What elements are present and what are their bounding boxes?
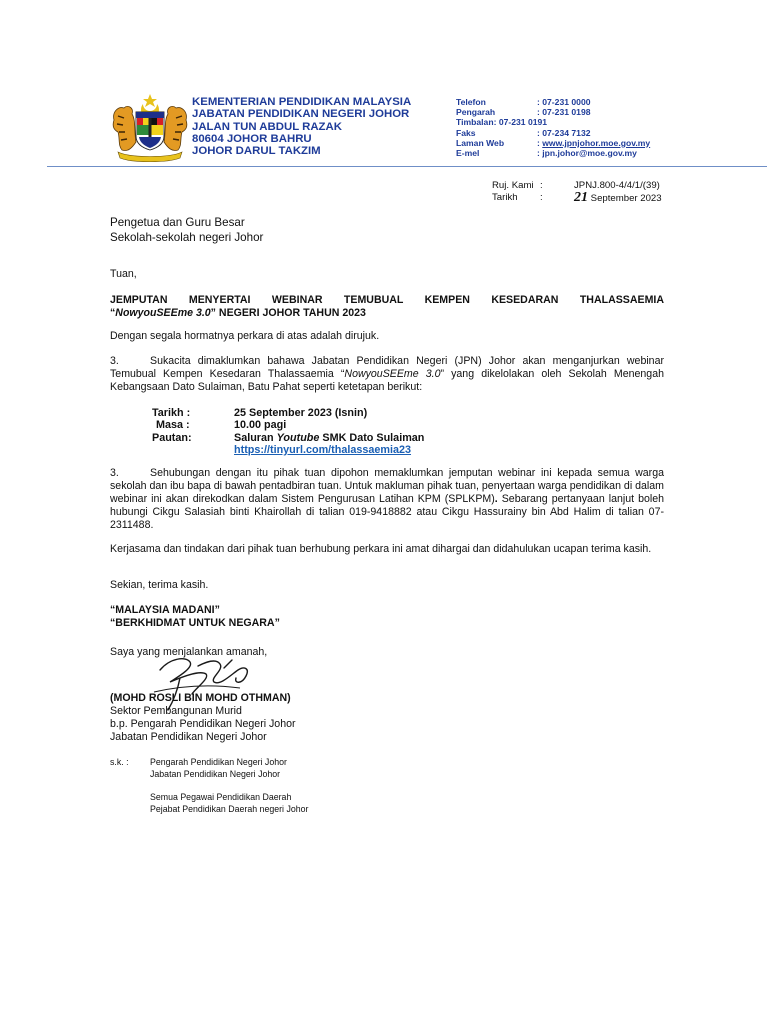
cc-line: Jabatan Pendidikan Negeri Johor: [150, 768, 281, 779]
cc-line: Pengarah Pendidikan Negeri Johor: [150, 757, 287, 767]
contact-value: [537, 138, 650, 148]
signer-title-line: b.p. Pengarah Pendidikan Negeri Johor: [110, 718, 296, 730]
contact-value: : jpn.johor@moe.gov.my: [537, 147, 637, 158]
date-month-year: September 2023: [588, 193, 662, 204]
recipient-block: [110, 216, 263, 245]
reference-label: Ruj. Kami: [492, 180, 534, 191]
contact-value: : 07-231 0198: [537, 107, 591, 118]
agency-line: JALAN TUN ABDUL RAZAK: [192, 120, 342, 133]
contact-value: : 07-231 0000: [537, 97, 591, 107]
salutation: Tuan,: [110, 268, 137, 280]
agency-line: KEMENTERIAN PENDIDIKAN MALAYSIA: [192, 96, 412, 108]
handwritten-day: 21: [574, 190, 588, 205]
letterhead-divider: [47, 166, 767, 167]
channel-platform: Youtube: [276, 431, 320, 444]
channel-prefix: Saluran: [234, 431, 277, 444]
event-link-label: Pautan:: [152, 431, 192, 444]
contact-label: Telefon: [456, 97, 486, 107]
paragraph-text: Sukacita dimaklumkan bahawa Jabatan Pendidikan Negeri (JPN) Johor akan menganjurkan webinar Temubual Kempen Kesedaran Thalassaemia “: [110, 355, 664, 380]
contact-label: Pengarah: [456, 107, 496, 118]
intro-paragraph: Dengan segala hormatnya perkara di atas adalah dirujuk.: [110, 330, 380, 342]
motto-line: “BERKHIDMAT UNTUK NEGARA”: [110, 617, 280, 629]
motto-block: [110, 604, 280, 630]
event-channel: [234, 432, 424, 444]
cc-label: s.k. :: [110, 757, 129, 767]
bold-period: .: [494, 493, 498, 505]
signer-title-block: [110, 705, 296, 744]
event-date-label: Tarikh :: [152, 407, 191, 419]
motto-line: “MALAYSIA MADANI”: [110, 604, 220, 616]
event-url-link[interactable]: https://tinyurl.com/thalassaemia23: [234, 443, 412, 456]
event-time-value: 10.00 pagi: [234, 419, 287, 432]
signer-title-line: Sektor Pembangunan Murid: [110, 705, 242, 717]
date-colon: :: [540, 192, 543, 203]
contact-label: Laman Web: [456, 137, 505, 148]
subject-line: JEMPUTAN MENYERTAI WEBINAR TEMUBUAL KEMPEN KESEDARAN THALASSAEMIA: [110, 294, 664, 306]
contact-label: Timbalan: 07-231 0191: [456, 117, 548, 128]
event-time-label: Masa :: [156, 419, 190, 432]
paragraph-3: [110, 355, 664, 394]
channel-suffix: SMK Dato Sulaiman: [319, 431, 425, 444]
website-link[interactable]: www.jpnjohor.moe.gov.my: [542, 137, 651, 148]
contact-label: Faks: [456, 127, 476, 138]
program-name: NowyouSEEme 3.0: [115, 307, 211, 319]
contact-colon: :: [537, 137, 543, 148]
paragraph-number: 3.: [110, 355, 119, 367]
open-quote: “: [110, 307, 116, 319]
date-label: Tarikh: [492, 192, 518, 203]
recipient-line: Pengetua dan Guru Besar: [110, 216, 245, 229]
recipient-line: Sekolah-sekolah negeri Johor: [110, 230, 264, 244]
subject-line-rest: ” NEGERI JOHOR TAHUN 2023: [210, 307, 366, 319]
paragraph-4: [110, 467, 664, 532]
letter-subject: [110, 294, 664, 320]
paragraph-text: ” yang dikelolakan oleh Sekolah Menengah Kebangsaan Dato Sulaiman, Batu Pahat seperti ketetapan berikut:: [110, 368, 664, 393]
signoff-line: Saya yang menjalankan amanah,: [110, 646, 268, 658]
paragraph-text: Sebarang pertanyaan lanjut boleh hubungi Cikgu Salasiah binti Khairollah di talian 019-9418882 atau Cikgu Hassurainy bin Abd Halim di talian 07-2311488.: [110, 493, 664, 531]
program-name: NowyouSEEme 3.0: [344, 368, 441, 380]
reference-colon: :: [540, 180, 543, 191]
cc-line: Pejabat Pendidikan Daerah negeri Johor: [150, 804, 309, 815]
closing-line: Sekian, terima kasih.: [110, 579, 209, 591]
paragraph-number: 3.: [110, 467, 119, 479]
paragraph-5: Kerjasama dan tindakan dari pihak tuan berhubung perkara ini amat dihargai dan didahulukan ucapan terima kasih.: [110, 543, 652, 555]
agency-line: JABATAN PENDIDIKAN NEGERI JOHOR: [192, 108, 410, 121]
cc-line: Semua Pegawai Pendidikan Daerah: [150, 792, 292, 803]
contact-value: : 07-234 7132: [537, 127, 591, 138]
agency-line: JOHOR DARUL TAKZIM: [192, 145, 321, 158]
subject-line: [110, 307, 664, 320]
reference-number: JPNJ.800-4/4/1/(39): [574, 180, 660, 191]
agency-address-block: [192, 96, 411, 157]
date-value: [574, 192, 662, 205]
agency-line: 80604 JOHOR BAHRU: [192, 132, 312, 145]
event-date-value: 25 September 2023 (Isnin): [234, 407, 368, 419]
contact-label: E-mel: [456, 147, 480, 158]
johor-crest-logo: [110, 92, 190, 164]
signer-title-line: Jabatan Pendidikan Negeri Johor: [110, 731, 267, 743]
paragraph-text: Sehubungan dengan itu pihak tuan dipohon memaklumkan jemputan webinar ini kepada semua warga sekolah dan ibu bapa di bawah pentadbiran tuan. Untuk makluman pihak tuan, penyertaan warga pendidikan di dalam webinar ini akan direkodkan dalam Sistem Pengurusan Latihan KPM (SPLKPM): [110, 467, 664, 505]
signer-name: (MOHD ROSLI BIN MOHD OTHMAN): [110, 692, 291, 704]
